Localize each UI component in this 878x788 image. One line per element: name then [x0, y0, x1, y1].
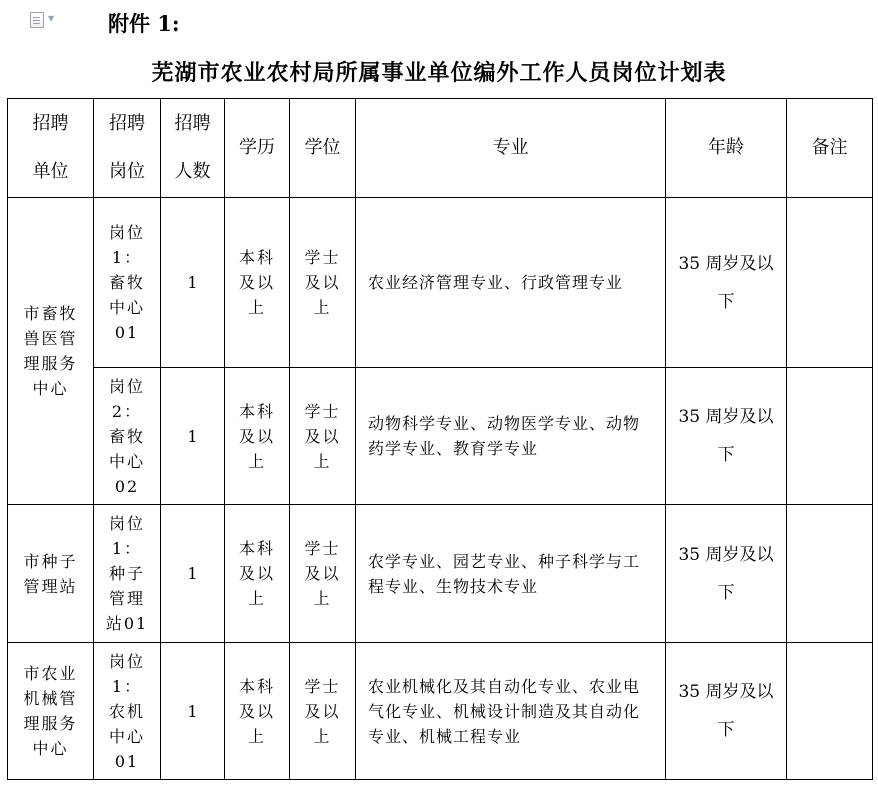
age-cell: 35 周岁及以下 — [666, 198, 787, 368]
major-cell: 动物科学专业、动物医学专业、动物药学专业、教育学专业 — [356, 368, 666, 505]
degree-cell: 学士及以上 — [290, 505, 356, 643]
unit-cell: 市畜牧兽医管理服务中心 — [8, 198, 94, 505]
chevron-down-icon: ▼ — [48, 14, 55, 23]
table-row — [8, 368, 873, 505]
position-cell: 岗位2：畜牧中心02 — [94, 368, 161, 505]
major-cell: 农业经济管理专业、行政管理专业 — [356, 198, 666, 368]
note-cell — [787, 198, 873, 368]
table-row — [8, 505, 873, 643]
column-header: 备注 — [787, 99, 873, 198]
column-header: 学位 — [290, 99, 356, 198]
column-header: 招聘 单位 — [8, 99, 94, 198]
note-cell — [787, 368, 873, 505]
column-header: 专业 — [356, 99, 666, 198]
education-cell: 本科及以上 — [225, 505, 290, 643]
table-row — [8, 643, 873, 780]
table-row — [8, 198, 873, 368]
count-cell: 1 — [161, 198, 225, 368]
age-cell: 35 周岁及以下 — [666, 368, 787, 505]
unit-cell: 市种子管理站 — [8, 505, 94, 643]
age-cell: 35 周岁及以下 — [666, 643, 787, 780]
column-header: 年龄 — [666, 99, 787, 198]
position-cell: 岗位1：农机中心01 — [94, 643, 161, 780]
note-cell — [787, 505, 873, 643]
age-cell: 35 周岁及以下 — [666, 505, 787, 643]
major-cell: 农学专业、园艺专业、种子科学与工程专业、生物技术专业 — [356, 505, 666, 643]
education-cell: 本科及以上 — [225, 198, 290, 368]
note-cell — [787, 643, 873, 780]
degree-cell: 学士及以上 — [290, 643, 356, 780]
position-plan-table — [7, 98, 873, 780]
unit-cell: 市农业机械管理服务中心 — [8, 643, 94, 780]
annex-label: 附件 1: — [108, 11, 180, 36]
degree-cell: 学士及以上 — [290, 368, 356, 505]
position-cell: 岗位1：种子管理站01 — [94, 505, 161, 643]
column-header: 学历 — [225, 99, 290, 198]
count-cell: 1 — [161, 368, 225, 505]
document-icon — [30, 12, 44, 28]
page-title: 芜湖市农业农村局所属事业单位编外工作人员岗位计划表 — [151, 60, 727, 86]
education-cell: 本科及以上 — [225, 643, 290, 780]
count-cell: 1 — [161, 505, 225, 643]
table-header-row — [8, 99, 873, 198]
column-header: 招聘 岗位 — [94, 99, 161, 198]
degree-cell: 学士及以上 — [290, 198, 356, 368]
position-cell: 岗位1：畜牧中心01 — [94, 198, 161, 368]
count-cell: 1 — [161, 643, 225, 780]
column-header: 招聘 人数 — [161, 99, 225, 198]
education-cell: 本科及以上 — [225, 368, 290, 505]
major-cell: 农业机械化及其自动化专业、农业电气化专业、机械设计制造及其自动化专业、机械工程专业 — [356, 643, 666, 780]
